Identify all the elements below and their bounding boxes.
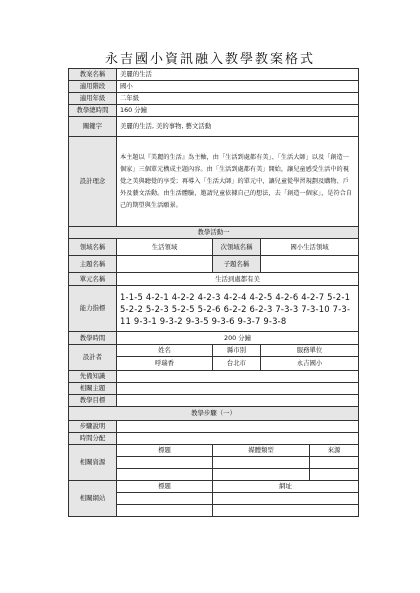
designer-name-value: 呼瑞香 xyxy=(117,357,213,371)
concept-label: 設計理念 xyxy=(69,137,117,227)
row-domain xyxy=(69,239,359,256)
resource-cell xyxy=(310,457,359,469)
site-url-header: 網址 xyxy=(213,481,359,493)
concept-value: 本主題以『美麗的生活』為主軸，由「生活到處都有美」、「生活大師」以及「創造一個家」三個單元構成主題內容。由「生活到處都有美」開始，讓兒童感受生活中的視覺之美與聽覺的享受；再導入「生活大師」的單元中，讓兒童從學習規劃及購物、戶外及藝文活動。由生活體驗，邀請兒童依據自己的想法，去「創造一個家」，是符合自己的期望與生活願景。 xyxy=(117,137,359,227)
hours-label: 教學總時間 xyxy=(69,105,117,117)
theme-label: 主題名稱 xyxy=(69,256,117,273)
row-theme xyxy=(69,256,359,273)
row-related xyxy=(69,383,359,395)
row-goal xyxy=(69,395,359,407)
unit-value: 生活到處都有美 xyxy=(117,273,359,286)
site-title-header: 標題 xyxy=(117,481,213,493)
row-prior xyxy=(69,371,359,383)
related-label: 相關主題 xyxy=(69,383,117,395)
row-time xyxy=(69,332,359,345)
site-cell xyxy=(213,493,359,505)
step-desc-label: 步驟說明 xyxy=(69,421,117,433)
stage-label: 適用階段 xyxy=(69,81,117,93)
resource-cell xyxy=(117,457,213,469)
stage-value: 國小 xyxy=(117,81,359,93)
row-step-time xyxy=(69,433,359,445)
row-unit xyxy=(69,273,359,286)
indicator-value: 1-1-5 4-2-1 4-2-2 4-2-3 4-2-4 4-2-5 4-2-6 4-2-7 5-2-1 5-2-2 5-2-3 5-2-5 5-2-6 6-2-2 6-2-3 7-3-3 7-3-10 7-3-11 9-3-1 9-3-2 9-3-5 9-3-6 9-3-7 9-3-8 xyxy=(117,286,359,332)
grade-label: 適用年級 xyxy=(69,93,117,105)
row-course-name xyxy=(69,69,359,81)
related-value xyxy=(117,383,359,395)
row-keywords xyxy=(69,117,359,137)
row-indicator xyxy=(69,286,359,332)
resource-source-header: 來源 xyxy=(310,445,359,457)
domain-label: 領域名稱 xyxy=(69,239,117,256)
designer-org-header: 服務單位 xyxy=(261,345,359,357)
page-title: 永吉國小資訊融入教學教案格式 xyxy=(104,52,315,67)
designer-name-header: 姓名 xyxy=(117,345,213,357)
designer-org-value: 永吉國小 xyxy=(261,357,359,371)
site-cell xyxy=(117,493,213,505)
row-activity-header xyxy=(69,227,359,239)
hours-value: 160 分鐘 xyxy=(117,105,359,117)
site-cell xyxy=(117,505,213,517)
row-stage xyxy=(69,81,359,93)
subtheme-label: 子題名稱 xyxy=(213,256,261,273)
site-cell xyxy=(213,505,359,517)
subdomain-value: 國小生活領域 xyxy=(261,239,359,256)
time-label: 教學時間 xyxy=(69,332,117,345)
designer-city-value: 台北市 xyxy=(213,357,261,371)
indicator-label: 能力指標 xyxy=(69,286,117,332)
resource-media-header: 媒體類型 xyxy=(213,445,310,457)
site-label: 相關網站 xyxy=(69,481,117,517)
resource-label: 相關資源 xyxy=(69,445,117,481)
row-grade xyxy=(69,93,359,105)
keywords-value: 美麗的生活, 美的事物, 藝文活動 xyxy=(117,117,359,137)
step-time-label: 時間分配 xyxy=(69,433,117,445)
goal-value xyxy=(117,395,359,407)
row-steps-header xyxy=(69,407,359,421)
course-name-label: 教案名稱 xyxy=(69,69,117,81)
resource-cell xyxy=(213,469,310,481)
row-resource-headers xyxy=(69,445,359,457)
theme-value xyxy=(117,256,213,273)
subdomain-label: 次領域名稱 xyxy=(213,239,261,256)
time-value: 200 分鐘 xyxy=(117,332,359,345)
resource-cell xyxy=(310,469,359,481)
steps-header: 教學步驟（一） xyxy=(69,407,359,421)
grade-value: 二年級 xyxy=(117,93,359,105)
activity-header: 教學活動一 xyxy=(69,227,359,239)
course-name-value: 美麗的生活 xyxy=(117,69,359,81)
row-hours xyxy=(69,105,359,117)
prior-value xyxy=(117,371,359,383)
row-concept xyxy=(69,137,359,227)
subtheme-value xyxy=(261,256,359,273)
keywords-label: 關鍵字 xyxy=(69,117,117,137)
unit-label: 單元名稱 xyxy=(69,273,117,286)
resource-cell xyxy=(117,469,213,481)
resource-title-header: 標題 xyxy=(117,445,213,457)
row-designer-headers xyxy=(69,345,359,357)
goal-label: 教學目標 xyxy=(69,395,117,407)
row-step-desc xyxy=(69,421,359,433)
resource-cell xyxy=(213,457,310,469)
designer-label: 設計者 xyxy=(69,345,117,371)
step-desc-value xyxy=(117,421,359,433)
prior-label: 先備知識 xyxy=(69,371,117,383)
lesson-plan-table xyxy=(68,68,359,517)
row-site-headers xyxy=(69,481,359,493)
designer-city-header: 縣市別 xyxy=(213,345,261,357)
step-time-value xyxy=(117,433,359,445)
domain-value: 生活領域 xyxy=(117,239,213,256)
